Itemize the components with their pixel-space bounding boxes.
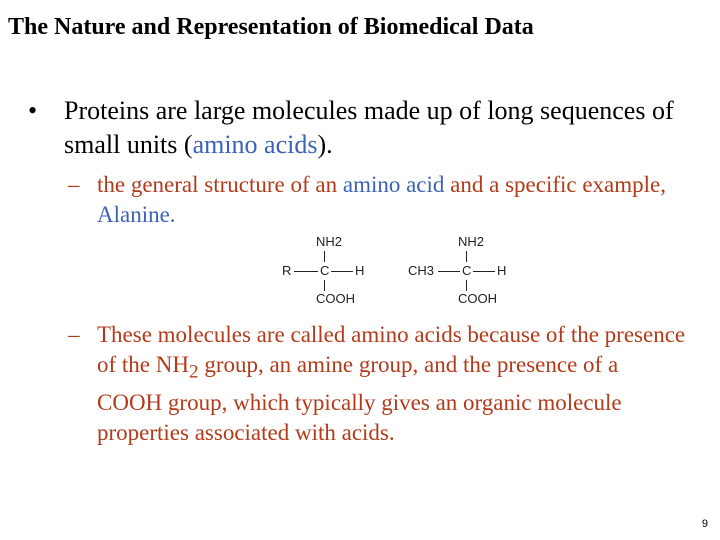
general-top-group: NH2 <box>316 234 343 249</box>
alanine-right-bond <box>473 271 495 272</box>
sub1-text-a: the general structure of an <box>97 172 343 197</box>
alanine-top-bond <box>466 251 467 262</box>
general-left-bond <box>294 271 318 272</box>
sub-bullet-structure-text <box>97 170 687 230</box>
alanine-center-atom: C <box>462 263 472 278</box>
general-amino-acid-structure <box>280 234 370 308</box>
general-center-atom: C <box>320 263 330 278</box>
slide-title: The Nature and Representation of Biomedical Data <box>8 14 534 40</box>
sub1-text-b: and a specific example, <box>444 172 666 197</box>
main-bullet-text <box>64 94 684 162</box>
main-bullet-text-start: Proteins are large molecules made up of long sequences of small units ( <box>64 96 674 159</box>
alanine-right-group: H <box>497 263 507 278</box>
sub-bullet-marker: – <box>68 172 80 197</box>
sub-bullet-explanation-text <box>97 320 687 448</box>
main-bullet-text-end: ). <box>317 130 333 159</box>
sub-bullet-marker-2: – <box>68 322 80 347</box>
bullet-marker: • <box>28 96 38 125</box>
alanine-bottom-bond <box>466 280 467 291</box>
alanine-left-group: CH3 <box>408 263 435 278</box>
sub2-text-a: These molecules are called amino acids because of the presence of the NH <box>97 322 686 377</box>
amino-acids-term: amino acids <box>192 130 318 159</box>
page-number: 9 <box>701 518 708 530</box>
general-top-bond <box>324 251 325 262</box>
alanine-top-group: NH2 <box>458 234 485 249</box>
nh2-subscript: 2 <box>188 361 199 383</box>
amino-acid-term: amino acid <box>342 172 445 197</box>
general-left-group: R <box>282 263 292 278</box>
general-bottom-group: COOH <box>316 291 355 306</box>
general-right-group: H <box>355 263 365 278</box>
alanine-structure <box>406 234 516 308</box>
general-bottom-bond <box>324 280 325 291</box>
alanine-bottom-group: COOH <box>458 291 497 306</box>
alanine-left-bond <box>438 271 460 272</box>
general-right-bond <box>331 271 353 272</box>
alanine-term: Alanine. <box>97 202 176 227</box>
sub2-text-b: group, an amine group, and the presence of a COOH group, which typically gives an organic molecule properties associated with acids. <box>97 352 622 445</box>
